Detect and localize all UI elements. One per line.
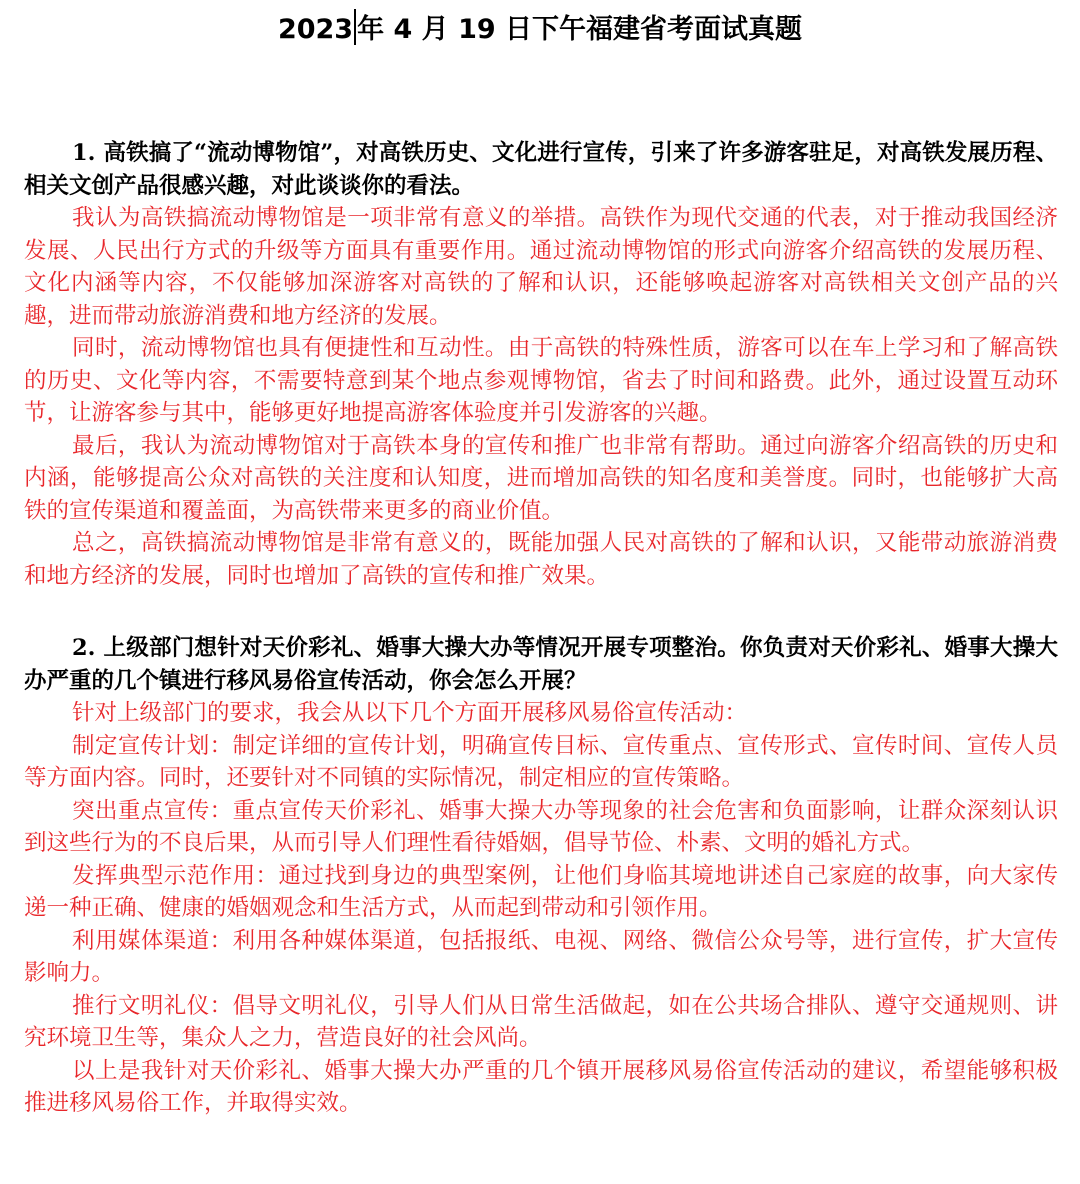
page-title bbox=[0, 8, 1080, 52]
answer-paragraph: 推行文明礼仪：倡导文明礼仪，引导人们从日常生活做起，如在公共场合排队、遵守交通规则、讲究环境卫生等，集众人之力，营造良好的社会风尚。 bbox=[24, 992, 1058, 1051]
answer-paragraph: 突出重点宣传：重点宣传天价彩礼、婚事大操大办等现象的社会危害和负面影响，让群众深刻认识到这些行为的不良后果，从而引导人们理性看待婚姻，倡导节俭、朴素、文明的婚礼方式。 bbox=[24, 797, 1058, 856]
answer-paragraph: 我认为高铁搞流动博物馆是一项非常有意义的举措。高铁作为现代交通的代表，对于推动我国经济发展、人民出行方式的升级等方面具有重要作用。通过流动博物馆的形式向游客介绍高铁的发展历程、文化内涵等内容，不仅能够加深游客对高铁的了解和认识，还能够唤起游客对高铁相关文创产品的兴趣，进而带动旅游消费和地方经济的发展。 bbox=[24, 205, 1058, 329]
title-year: 2023 bbox=[277, 14, 354, 45]
question-section-2 bbox=[24, 632, 1058, 1120]
title-text: 年 4 月 19 日下午福建省考面试真题 bbox=[357, 14, 803, 45]
text-cursor bbox=[354, 9, 356, 45]
answer-paragraph: 利用媒体渠道：利用各种媒体渠道，包括报纸、电视、网络、微信公众号等，进行宣传，扩大宣传影响力。 bbox=[24, 927, 1058, 986]
answer-paragraph: 发挥典型示范作用：通过找到身边的典型案例，让他们身临其境地讲述自己家庭的故事，向大家传递一种正确、健康的婚姻观念和生活方式，从而起到带动和引领作用。 bbox=[24, 862, 1058, 921]
question-section-1 bbox=[24, 137, 1058, 592]
answer-paragraph: 针对上级部门的要求，我会从以下几个方面开展移风易俗宣传活动： bbox=[72, 700, 748, 726]
answer-paragraph: 以上是我针对天价彩礼、婚事大操大办严重的几个镇开展移风易俗宣传活动的建议，希望能够积极推进移风易俗工作，并取得实效。 bbox=[24, 1057, 1058, 1116]
answer-paragraph: 总之，高铁搞流动博物馆是非常有意义的，既能加强人民对高铁的了解和认识，又能带动旅游消费和地方经济的发展，同时也增加了高铁的宣传和推广效果。 bbox=[24, 530, 1058, 589]
answer-paragraph: 最后，我认为流动博物馆对于高铁本身的宣传和推广也非常有帮助。通过向游客介绍高铁的历史和内涵，能够提高公众对高铁的关注度和认知度，进而增加高铁的知名度和美誉度。同时，也能够扩大高铁的宣传渠道和覆盖面，为高铁带来更多的商业价值。 bbox=[24, 432, 1058, 524]
answer-paragraph: 同时，流动博物馆也具有便捷性和互动性。由于高铁的特殊性质，游客可以在车上学习和了解高铁的历史、文化等内容，不需要特意到某个地点参观博物馆，省去了时间和路费。此外，通过设置互动环节，让游客参与其中，能够更好地提高游客体验度并引发游客的兴趣。 bbox=[24, 335, 1058, 426]
question-2: 2. 上级部门想针对天价彩礼、婚事大操大办等情况开展专项整治。你负责对天价彩礼、婚事大操大办严重的几个镇进行移风易俗宣传活动，你会怎么开展？ bbox=[24, 635, 1058, 694]
question-1: 1. 高铁搞了“流动博物馆”，对高铁历史、文化进行宣传，引来了许多游客驻足，对高铁发展历程、相关文创产品很感兴趣，对此谈谈你的看法。 bbox=[24, 140, 1058, 199]
answer-paragraph: 制定宣传计划：制定详细的宣传计划，明确宣传目标、宣传重点、宣传形式、宣传时间、宣传人员等方面内容。同时，还要针对不同镇的实际情况，制定相应的宣传策略。 bbox=[24, 732, 1058, 791]
